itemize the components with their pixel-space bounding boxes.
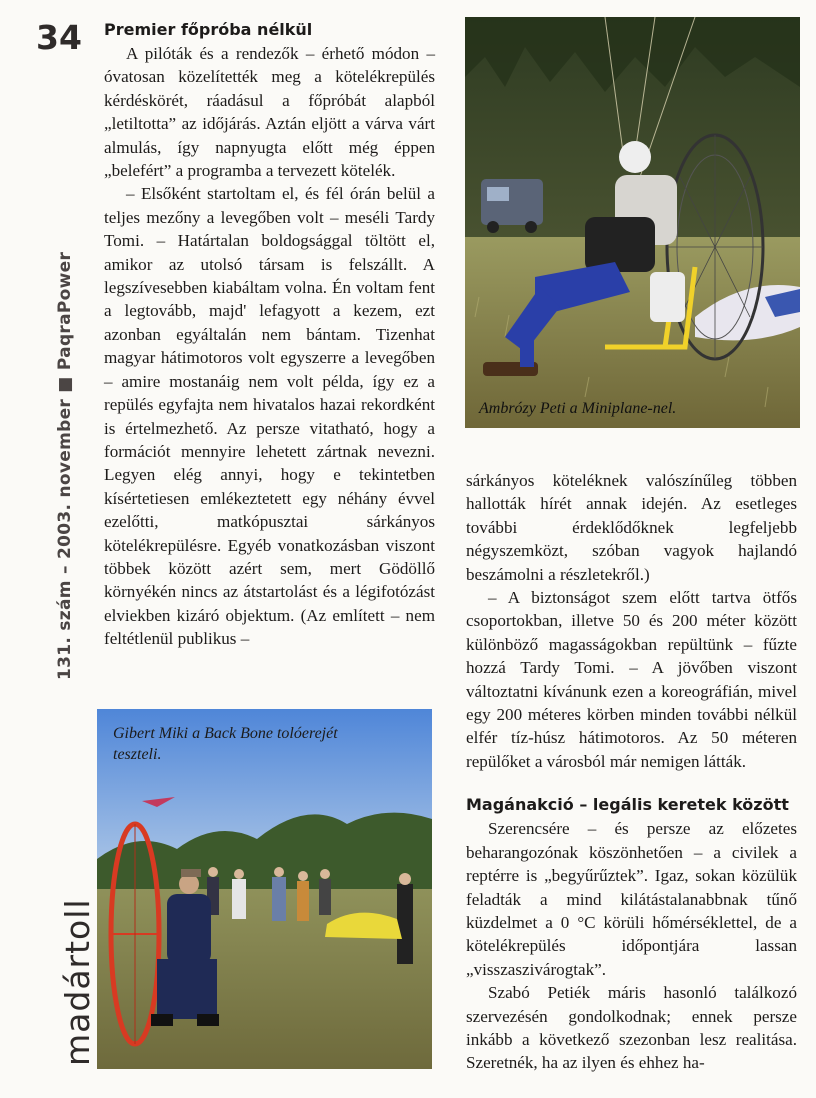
photo-back-bone-test [97, 709, 432, 1069]
section-heading-1: Premier főpróba nélkül [104, 20, 313, 39]
issue-line: 131. szám – 2003. november ■ PaqraPower [55, 251, 75, 680]
page-number: 34 [36, 18, 82, 57]
photo-illustration [465, 17, 800, 428]
section-heading-2: Magánakció – legális keretek között [466, 795, 789, 815]
paragraph: – A biztonságot szem előtt tartva ötfős csoportokban, illetve 50 és 200 méter között különböző magasságokban repültünk – fűzte hozzá Tardy Tomi. – A jövőben viszont változtatni kívánunk ezen a koreográfián, mivel egy 200 méteres körben minden további nélkül elfér tíz-húsz hátimotoros. Az 50 méteren repülőket a városból már nemigen látták. [466, 588, 797, 771]
paragraph: Szabó Petiék máris hasonló találkozó szervezésén gondolkodnak; ennek persze inkább a következő szezonban lesz realitása. Szeretnék, ha az ilyen és ehhez ha- [466, 983, 797, 1073]
paragraph: Szerencsére – és persze az előzetes beharangozónak köszönhetően – a civilek a reptérre is „begyűrűztek”. Igaz, sokan közülük feladták a mind kilátástalanabbnak tűnő küzdelmet a 0 °C körüli hőmérséklettel, de a kötelékrepülés időpontjára lassan „visszaszivárogtak”. [466, 819, 797, 979]
photo-caption: Ambrózy Peti a Miniplane-nel. [479, 400, 677, 417]
photo-paramotor-pilot [465, 17, 800, 428]
magazine-section-logo: madártoll [58, 898, 97, 1066]
article-left-column [104, 20, 435, 651]
paragraph: A pilóták és a rendezők – érhető módon – óvatosan közelítették meg a kötelékrepülés kérdéskörét, ráadásul a főpróbát alapból „letiltotta” az időjárás. Aztán eljött a várva várt almulás, így napnyugta előtt még éppen „belefért” a programba a tervezett kötelék. [104, 44, 435, 181]
paragraph: – Elsőként startoltam el, és fél órán belül a teljes mezőny a levegőben volt – meséli Tardy Tomi. – Határtalan boldogsággal töltött el, amikor az utolsó társam is felszállt. A legszívesebben kiabáltam volna. Én voltam fent a legtovább, majd' lefagyott a kezem, ezt azonban egyáltalán nem bántam. Tizenhat magyar hátimotoros volt egyszerre a levegőben – amire mostanáig nem volt példa, így ez a repülés egyfajta nem hivatalos hazai rekordként is értelmezhető. Az persze vitatható, hogy a formációt mennyire lehetett zártnak nevezni. Legyen elég annyi, hogy e tekintetben kísértetiesen emlékeztetett egy néhány évvel ezelőtti, matkópusztai sárkányos kötelékrepülésre. Egyéb vonatkozásban viszont többek között azért sem, mert Gödöllő környékén nincs az átstartolást és a légifotózást elviekben kizáró objektum. (Az említett – nem feltétlenül publikus – [104, 184, 435, 649]
paragraph: sárkányos köteléknek valószínűleg többen hallották hírét annak idején. Az esetleges további érdeklődőknek legfeljebb négyszemközt, szóban vagyok hajlandó beszámolni a részletekről.) [466, 471, 797, 584]
photo-caption: Gibert Miki a Back Bone tolóerejét teszteli. [113, 725, 338, 763]
article-right-column [466, 469, 797, 1075]
